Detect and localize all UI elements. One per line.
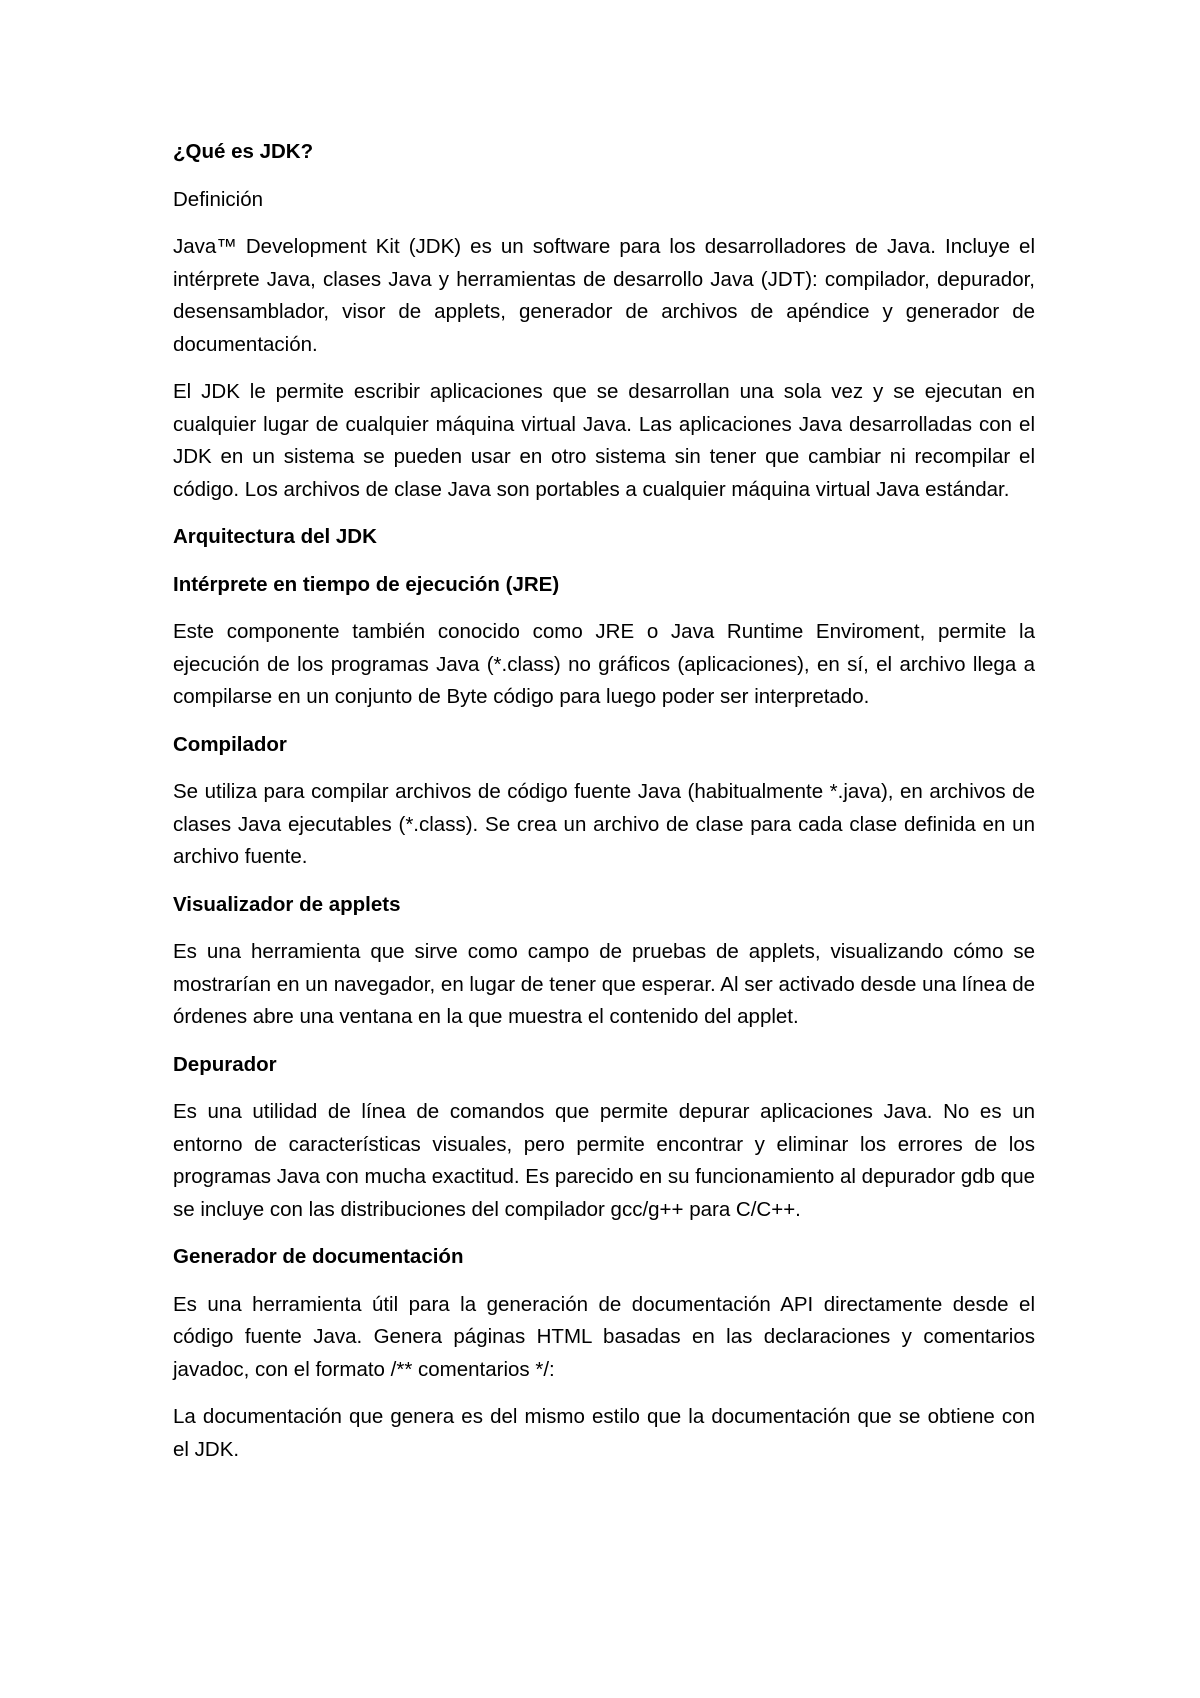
- section-heading-depurador: Depurador: [173, 1052, 277, 1076]
- section-heading-compilador: Compilador: [173, 732, 287, 756]
- section-body-jre: Este componente también conocido como JRE o Java Runtime Enviroment, permite la ejecución de los programas Java (*.class) no gráficos (aplicaciones), en sí, el archivo llega a compilarse en un conjunto de Byte código para luego poder ser interpretado.: [173, 620, 1035, 708]
- section-body-depurador: Es una utilidad de línea de comandos que permite depurar aplicaciones Java. No es un entorno de características visuales, pero permite encontrar y eliminar los errores de los programas Java con mucha exactitud. Es parecido en su funcionamiento al depurador gdb que se incluye con las distribuciones del compilador gcc/g++ para C/C++.: [173, 1100, 1035, 1221]
- definition-heading: Definición: [173, 187, 264, 211]
- definition-paragraph-1: Java™ Development Kit (JDK) es un software para los desarrolladores de Java. Incluye el intérprete Java, clases Java y herramientas de desarrollo Java (JDT): compilador, depurador, desensamblador, visor de applets, generador de archivos de apéndice y generador de documentación.: [173, 235, 1035, 356]
- section-body-visualizador: Es una herramienta que sirve como campo de pruebas de applets, visualizando cómo se mostrarían en un navegador, en lugar de tener que esperar. Al ser activado desde una línea de órdenes abre una ventana en la que muestra el contenido del applet.: [173, 940, 1035, 1028]
- section-body-generador-2: La documentación que genera es del mismo estilo que la documentación que se obtiene con el JDK.: [173, 1405, 1035, 1461]
- section-body-generador: Es una herramienta útil para la generación de documentación API directamente desde el código fuente Java. Genera páginas HTML basadas en las declaraciones y comentarios javadoc, con el formato /** comentarios */:: [173, 1292, 1035, 1381]
- architecture-heading: Arquitectura del JDK: [173, 525, 377, 548]
- definition-paragraph-2: El JDK le permite escribir aplicaciones que se desarrollan una sola vez y se ejecutan en cualquier lugar de cualquier máquina virtual Java. Las aplicaciones Java desarrolladas con el JDK en un sistema se pueden usar en otro sistema sin tener que cambiar ni recompilar el código. Los archivos de clase Java son portables a cualquier máquina virtual Java estándar.: [173, 380, 1035, 501]
- section-heading-jre: Intérprete en tiempo de ejecución (JRE): [173, 572, 560, 596]
- section-heading-visualizador: Visualizador de applets: [173, 892, 401, 916]
- section-body-compilador: Se utiliza para compilar archivos de código fuente Java (habitualmente *.java), en archivos de clases Java ejecutables (*.class). Se crea un archivo de clase para cada clase definida en un archivo fuente.: [173, 780, 1035, 868]
- document-title: ¿Qué es JDK?: [173, 140, 314, 163]
- section-heading-generador: Generador de documentación: [173, 1245, 464, 1268]
- document-page: [173, 136, 1035, 1481]
